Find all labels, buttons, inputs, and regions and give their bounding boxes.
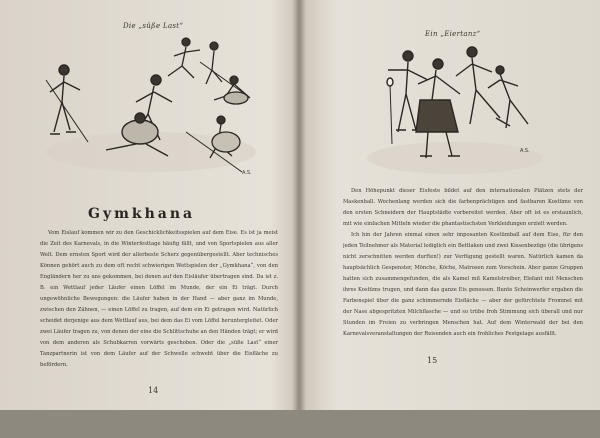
left-paragraph-1: Vom Eislauf kommen wir zu den Geschicklichkeitsspielen auf dem Eise. Es ist ja meist die Zeit des Karnevals, in die Winterfesttage häufig fällt, und von Sportspielen aus aller Welt. Dem ernsten Sport wird der allerbeste Scherz gegenübergestellt. Aber technisches Können gehört auch zu dem oft recht schwierigen Wettspielen der „Gymkhana“, von den Engländern her zu uns gekommen, bei denen auf den Eisläufer übertragen sind. Da ist z. B. ein Wettlauf jeder Läufer einen Löffel im Munde, der ein Ei trägt. Durch ungewöhnliche Bewegungen: die Läufer haben in der Hand — aber ganz im Munde, zwischen den Zähnen, — einen Löffel zu tragen, auf dem ein Ei getragen wird. Natürlich scheidet derjenige aus dem Wettlauf aus, bei dem das Ei vom Löffel heruntergleitet. Oder zwei Läufer tragen zu, von denen der eine die Schlittschuhe an den Händen trägt; er wird von dem anderen als Schubkarren vorwärts geschoben. Oder die „süße Last“ einer Tanzpartnerin ist von dem Läufer auf der Schwelle schwebt über die Eisfläche zu befördern. xyxy=(40,230,278,368)
right-page-number: 15 xyxy=(427,356,438,365)
book-gutter xyxy=(292,0,306,410)
skating-illustration-egg-dance xyxy=(360,40,550,180)
left-illustration-caption: Die „süße Last“ xyxy=(123,22,184,30)
right-illustration-caption: Ein „Eiertanz“ xyxy=(425,30,481,38)
svg-text:A.S.: A.S. xyxy=(520,148,530,154)
chapter-title: Gymkhana xyxy=(88,206,196,222)
right-page xyxy=(305,0,590,410)
right-body-text xyxy=(343,186,583,366)
left-page-number: 14 xyxy=(148,386,159,395)
left-body-text xyxy=(40,228,278,438)
skating-illustration-sweet-burden xyxy=(36,32,266,182)
left-page xyxy=(8,0,290,410)
svg-text:A.S.: A.S. xyxy=(242,170,252,176)
right-paragraph-2: Ich bin der Jahren einmal einen sehr imposanten Kostümball auf dem Eise, für den jeden Teilnehmer als Material lediglich ein Bettlaken und zwei Kissenbezüge (die übrigens nicht zerschnitten werden durften!) zur Verfügung gestellt waren. Natürlich kamen da hauptsächlich Gespenster, Mönche, Köche, Matrosen zum Vorschein. Aber ganze Gruppen hatten sich zusammengefunden, die als Kamel mit Kamelstreiber, Elefant mit Menschen ihres Kostüms trugen, und dann das ganze Eis genossen. Bunte Scheinwerfer ergaben die Farbenspiel über die ganz schimmernde Eisfläche — aber der gefürchtete Frommel mit der Nase abgespritzten Milchflasche — und so trübe froh Stimmung sich überall und nur Stunden im Freien zu verbringen Menschen hat. Auf dem Winterwald der bei den Karnevalsveranstaltungen der Reisenden auch ein frohliches Festgelage ausfällt. xyxy=(343,232,583,337)
right-paragraph-1: Den Höhepunkt dieser Eisfeste bildet auf den internationalen Plätzen stets der Maskenball. Wochenlang werden sich die farbenprächtigen und fastbaren Kostüme von den ersten Schneidern der Hauptstädte vorbereitet werden. Aber oft ist es erstaunlich, mit wie einfachen Mitteln wieder die phantastischsten Verkleidungen erzielt werden. xyxy=(343,188,583,227)
